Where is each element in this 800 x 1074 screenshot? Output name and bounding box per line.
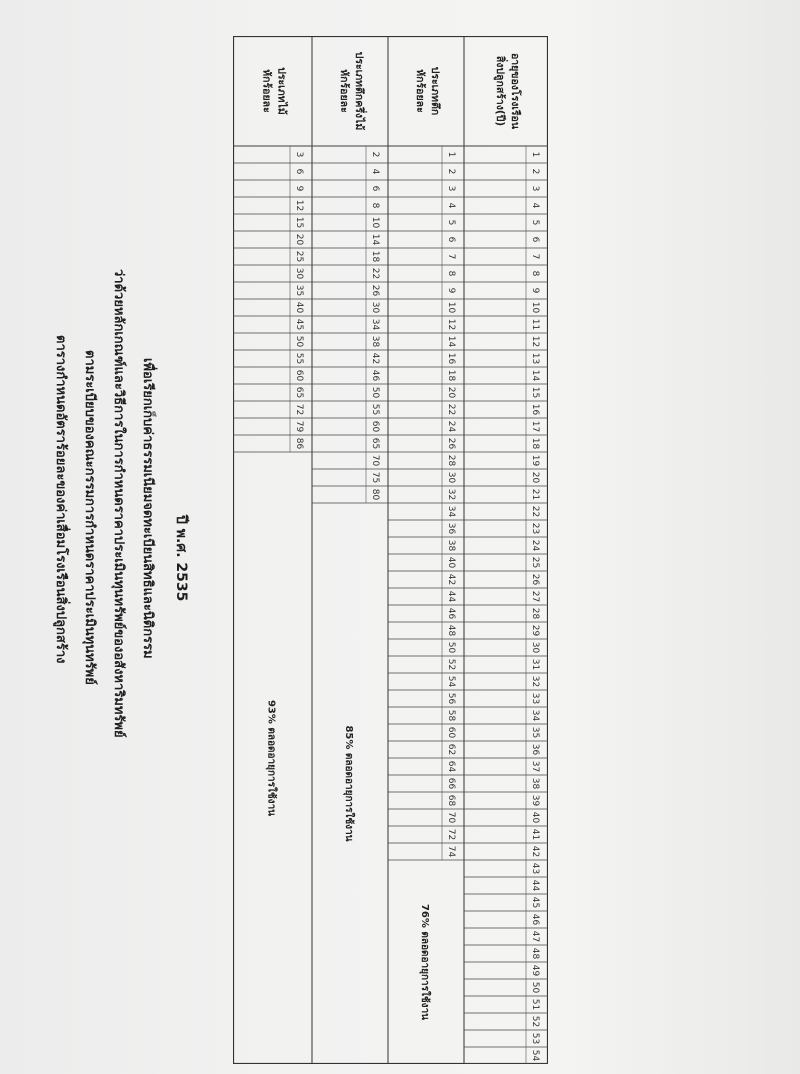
table-cell-value: 42 (370, 352, 380, 365)
table-cell-value: 32 (446, 488, 456, 501)
table-cell-value: 25 (294, 250, 304, 263)
table-cell-value: 60 (446, 726, 456, 739)
table-cell-value: 37 (530, 760, 540, 773)
table-cell-value: 2 (370, 151, 380, 158)
table-cell-value: 80 (370, 488, 380, 501)
table-cell-value: 36 (446, 522, 456, 535)
table-cell-value: 58 (446, 709, 456, 722)
row-label-line: ประเภทตึก (429, 66, 441, 116)
table-cell-value: 10 (446, 301, 456, 314)
table-cell-value: 21 (530, 488, 540, 501)
table-cell-value: 50 (294, 335, 304, 348)
table-cell-value: 50 (530, 981, 540, 994)
table-cell-value: 42 (530, 845, 540, 858)
table-cell-value: 8 (530, 270, 540, 277)
row-label-line: ประเภทตึกครึ่งไม้ (353, 51, 365, 131)
table-cell-value: 30 (294, 267, 304, 280)
table-cell-value: 50 (370, 386, 380, 399)
table-cell-value: 22 (530, 505, 540, 518)
table-cell-value: 4 (446, 202, 456, 209)
table-cell-value: 18 (530, 437, 540, 450)
heading-line-2: ตามระเบียบของคณะกรรมการกำหนดราคาประเมินทุนทรัพย์ (82, 350, 97, 685)
table-cell-value: 46 (446, 607, 456, 620)
table-cell-value: 9 (446, 287, 456, 294)
table-cell-value: 8 (370, 202, 380, 209)
table-cell-value: 31 (530, 658, 540, 671)
table-cell-value: 26 (530, 573, 540, 586)
table-cell-value: 46 (530, 913, 540, 926)
row-span-note: 76% ตลอดอายุการใช้งาน (419, 903, 430, 1021)
table-cell-value: 14 (446, 335, 456, 348)
table-cell-value: 22 (370, 267, 380, 280)
row-label-line: หักร้อยละ (338, 69, 350, 113)
table-cell-value: 66 (446, 777, 456, 790)
table-cell-value: 56 (446, 692, 456, 705)
table-cell-value: 3 (446, 185, 456, 192)
table-cell-value: 10 (530, 301, 540, 314)
row-label-line: หักร้อยละ (260, 69, 273, 113)
table-cell-value: 6 (530, 236, 540, 243)
table-cell-value: 1 (530, 151, 540, 158)
table-frame (234, 37, 548, 1064)
table-cell-value: 30 (370, 301, 380, 314)
table-cell-value: 54 (446, 675, 456, 688)
table-cell-value: 2 (530, 168, 540, 175)
table-cell-value: 86 (294, 437, 304, 450)
table-cell-value: 7 (530, 253, 540, 260)
table-cell-value: 46 (370, 369, 380, 382)
table-cell-value: 48 (446, 624, 456, 637)
table-cell-value: 20 (446, 386, 456, 399)
table-cell-value: 62 (446, 743, 456, 756)
table-cell-value: 52 (530, 1015, 540, 1028)
table-cell-value: 22 (446, 403, 456, 416)
heading-year: ปี พ.ศ. 2535 (173, 515, 189, 602)
table-cell-value: 13 (530, 352, 540, 365)
table-cell-value: 41 (530, 828, 540, 841)
table-cell-value: 3 (294, 151, 304, 158)
table-cell-value: 60 (294, 369, 304, 382)
table-cell-value: 53 (530, 1032, 540, 1045)
heading-line-1: ตารางกำหนดอัตราร้อยละของค่าเสื่อมโรงเรือนสิ่งปลูกสร้าง (53, 335, 68, 664)
heading-line-3: ว่าด้วยหลักเกณฑ์และวิธีการในการกำหนดราคาประเมินทุนทรัพย์ของอสังหาริมทรัพย์ (111, 269, 126, 738)
table-cell-value: 35 (530, 726, 540, 739)
table-cell-value: 79 (294, 420, 304, 433)
table-cell-value: 5 (530, 219, 540, 226)
table-cell-value: 18 (446, 369, 456, 382)
table-cell-value: 65 (294, 386, 304, 399)
table-cell-value: 72 (446, 828, 456, 841)
table-cell-value: 19 (530, 454, 540, 467)
table-cell-value: 2 (446, 168, 456, 175)
table-cell-value: 30 (446, 471, 456, 484)
table-cell-value: 50 (446, 641, 456, 654)
table-cell-value: 47 (530, 930, 540, 943)
row-label-line: หักร้อยละ (414, 69, 426, 113)
table-cell-value: 38 (530, 777, 540, 790)
table-cell-value: 3 (530, 185, 540, 192)
table-cell-value: 14 (370, 233, 380, 246)
table-cell-value: 30 (530, 641, 540, 654)
table-cell-value: 40 (446, 556, 456, 569)
row-span-note: 85% ตลอดอายุการใช้งาน (343, 725, 354, 842)
row-label-line: อายุของโรงเรือน (509, 52, 521, 130)
table-cell-value: 6 (294, 168, 304, 175)
table-cell-value: 15 (294, 216, 304, 229)
table-cell-value: 6 (446, 236, 456, 243)
table-cell-value: 6 (370, 185, 380, 192)
depreciation-table (233, 36, 548, 1064)
table-cell-value: 11 (530, 318, 540, 331)
table-cell-value: 38 (446, 539, 456, 552)
table-cell-value: 28 (446, 454, 456, 467)
table-cell-value: 12 (530, 335, 540, 348)
table-cell-value: 74 (446, 845, 456, 858)
table-cell-value: 51 (530, 998, 540, 1011)
table-cell-value: 25 (530, 556, 540, 569)
table-cell-value: 45 (294, 318, 304, 331)
table-cell-value: 10 (370, 216, 380, 229)
table-cell-value: 42 (446, 573, 456, 586)
table-cell-value: 27 (530, 590, 540, 603)
table-cell-value: 29 (530, 624, 540, 637)
table-cell-value: 75 (370, 471, 380, 484)
table-grid (233, 36, 548, 1064)
table-cell-value: 44 (446, 590, 456, 603)
table-cell-value: 36 (530, 743, 540, 756)
table-cell-value: 40 (294, 301, 304, 314)
table-cell-value: 34 (530, 709, 540, 722)
table-cell-value: 15 (530, 386, 540, 399)
table-cell-value: 24 (446, 420, 456, 433)
table-cell-value: 20 (294, 233, 304, 246)
table-cell-value: 9 (530, 287, 540, 294)
table-cell-value: 20 (530, 471, 540, 484)
table-cell-value: 4 (530, 202, 540, 209)
table-cell-value: 65 (370, 437, 380, 450)
table-cell-value: 39 (530, 794, 540, 807)
table-cell-value: 55 (370, 403, 380, 416)
table-cell-value: 18 (370, 250, 380, 263)
table-cell-value: 48 (530, 947, 540, 960)
table-cell-value: 12 (294, 199, 304, 212)
table-cell-value: 16 (446, 352, 456, 365)
table-cell-value: 70 (370, 454, 380, 467)
row-label-line: สิ่งปลูกสร้าง(ปี) (494, 55, 506, 127)
table-cell-value: 14 (530, 369, 540, 382)
row-span-note: 93% ตลอดอายุการใช้งาน (265, 699, 277, 817)
table-cell-value: 54 (530, 1049, 540, 1062)
table-cell-value: 38 (370, 335, 380, 348)
table-cell-value: 60 (370, 420, 380, 433)
heading-line-4: เพื่อเรียกเก็บค่าธรรมเนียมจดทะเบียนสิทธิและนิติกรรม (140, 358, 155, 659)
table-cell-value: 16 (530, 403, 540, 416)
row-label-line: ประเภทไม้ (275, 67, 288, 115)
table-cell-value: 5 (446, 219, 456, 226)
table-cell-value: 26 (370, 284, 380, 297)
table-cell-value: 40 (530, 811, 540, 824)
table-cell-value: 8 (446, 270, 456, 277)
table-cell-value: 28 (530, 607, 540, 620)
table-cell-value: 1 (446, 151, 456, 158)
table-cell-value: 44 (530, 879, 540, 892)
table-cell-value: 26 (446, 437, 456, 450)
table-cell-value: 32 (530, 675, 540, 688)
table-cell-value: 68 (446, 794, 456, 807)
table-cell-value: 23 (530, 522, 540, 535)
table-cell-value: 52 (446, 658, 456, 671)
table-cell-value: 9 (294, 185, 304, 192)
table-cell-value: 33 (530, 692, 540, 705)
table-cell-value: 4 (370, 168, 380, 175)
table-cell-value: 70 (446, 811, 456, 824)
table-cell-value: 72 (294, 403, 304, 416)
table-cell-value: 43 (530, 862, 540, 875)
table-cell-value: 35 (294, 284, 304, 297)
table-cell-value: 49 (530, 964, 540, 977)
table-cell-value: 34 (370, 318, 380, 331)
table-cell-value: 7 (446, 253, 456, 260)
table-cell-value: 12 (446, 318, 456, 331)
table-cell-value: 45 (530, 896, 540, 909)
table-cell-value: 55 (294, 352, 304, 365)
table-cell-value: 64 (446, 760, 456, 773)
table-cell-value: 24 (530, 539, 540, 552)
table-cell-value: 34 (446, 505, 456, 518)
table-cell-value: 17 (530, 420, 540, 433)
